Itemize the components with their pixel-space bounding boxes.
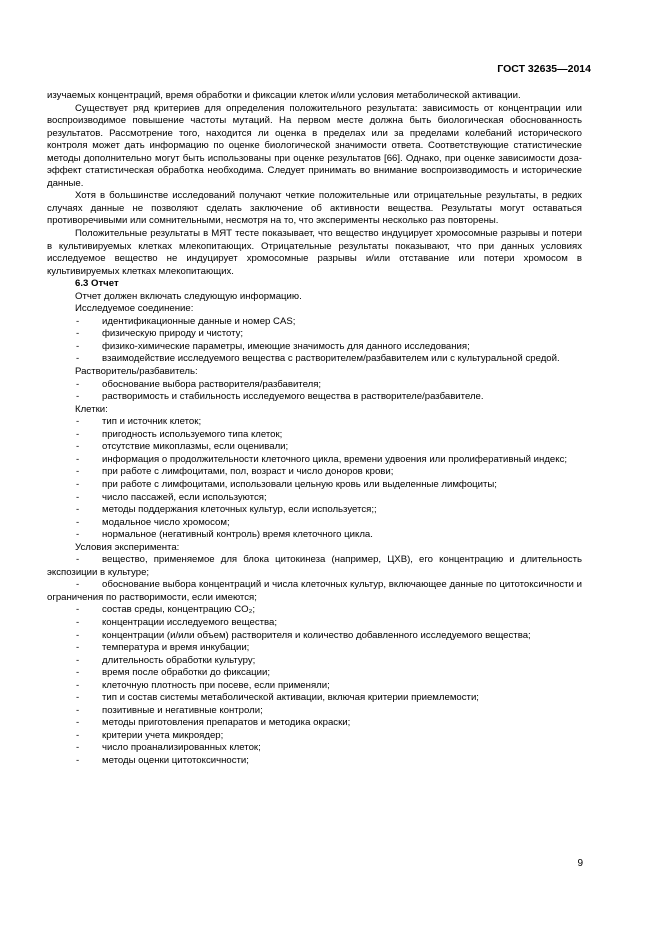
- dash-marker: -: [76, 667, 80, 679]
- list-item: - взаимодействие исследуемого вещества с растворителем/разбавителем или с культуральной средой.: [76, 353, 560, 365]
- list-item: - обоснование выбора растворителя/разбавителя;: [76, 378, 322, 390]
- dash-marker: -: [76, 391, 80, 403]
- list-item: - обоснование выбора концентраций и числа клеточных культур, включающее данные по цитотоксичности и ограничения по растворимости, если имеются;: [47, 579, 582, 603]
- dash-marker: -: [76, 441, 80, 453]
- paragraph: Существует ряд критериев для определения положительного результата: зависимость от концентрации или воспроизводимое повышение частоты мутаций. На первом месте должна быть биологическая обоснованность результатов. Рассмотрение того, находится ли оценка в пределах или за пределами колебаний исторического контроля может дать информацию по оценке биологической значимости ответа. Соответствующие статистические методы дополнительно могут быть использованы при оценке результатов [66]. Однако, при оценке зависимости доза-эффект статистическая обработка необходима. Следует принимать во внимание воспроизводимость и исторические данные.: [47, 102, 582, 189]
- dash-marker: -: [76, 328, 80, 340]
- group-label-solvent: Растворитель/разбавитель:: [75, 366, 198, 378]
- list-item: - время после обработки до фиксации;: [76, 667, 271, 679]
- dash-marker: -: [76, 516, 80, 528]
- section-title: 6.3 Отчет: [75, 278, 119, 290]
- dash-marker: -: [76, 353, 80, 365]
- list-item: - информация о продолжительности клеточного цикла, времени удвоения или пролиферативный индекс;: [76, 453, 568, 465]
- dash-marker: -: [76, 679, 80, 691]
- dash-marker: -: [76, 742, 80, 754]
- list-item: - концентрации исследуемого вещества;: [76, 616, 278, 628]
- group-label-conditions: Условия эксперимента:: [75, 541, 180, 553]
- list-item: - нормальное (негативный контроль) время клеточного цикла.: [76, 529, 373, 541]
- dash-marker: -: [76, 604, 80, 616]
- list-item: - физическую природу и чистоту;: [76, 328, 244, 340]
- list-item: - тип и источник клеток;: [76, 416, 202, 428]
- list-item: - клеточную плотность при посеве, если применяли;: [76, 679, 330, 691]
- list-item: - вещество, применяемое для блока цитокинеза (например, ЦХВ), его концентрацию и длительность экспозиции в культуре;: [47, 554, 582, 578]
- list-item: - позитивные и негативные контроли;: [76, 704, 263, 716]
- dash-marker: -: [76, 729, 80, 741]
- list-item: - растворимость и стабильность исследуемого вещества в растворителе/разбавителе.: [76, 391, 484, 403]
- dash-marker: -: [76, 654, 80, 666]
- dash-marker: -: [76, 754, 80, 766]
- list-item: - температура и время инкубации;: [76, 642, 250, 654]
- page-number: 9: [577, 858, 583, 869]
- group-label-test-substance: Исследуемое соединение:: [75, 303, 194, 315]
- list-item: - тип и состав системы метаболической активации, включая критерии приемлемости;: [76, 692, 479, 704]
- list-item: - критерии учета микроядер;: [76, 729, 224, 741]
- list-item: - при работе с лимфоцитами, использовали цельную кровь или выделенные лимфоциты;: [76, 478, 497, 490]
- list-item: - пригодность используемого типа клеток;: [76, 428, 283, 440]
- dash-marker: -: [76, 692, 80, 704]
- dash-marker: -: [76, 315, 80, 327]
- list-item: - число пассажей, если используются;: [76, 491, 267, 503]
- dash-marker: -: [76, 579, 80, 591]
- dash-marker: -: [76, 416, 80, 428]
- dash-marker: -: [76, 529, 80, 541]
- dash-marker: -: [76, 554, 80, 566]
- list-item: - идентификационные данные и номер CAS;: [76, 315, 296, 327]
- list-item: - при работе с лимфоцитами, пол, возраст и число доноров крови;: [76, 466, 394, 478]
- list-item: - методы оценки цитотоксичности;: [76, 754, 249, 766]
- list-item: - методы приготовления препаратов и методика окраски;: [76, 717, 351, 729]
- document-body: [47, 90, 582, 768]
- paragraph: Положительные результаты в МЯТ тесте показывает, что вещество индуцирует хромосомные разрывы и потери в культивируемых клетках млекопитающих. Отрицательные результаты показывают, что при данных условиях исследуемое вещество не индуцирует хромосомные разрывы и/или отставание или потери хромосом в культивируемых клетках млекопитающих.: [47, 228, 582, 277]
- dash-marker: -: [76, 616, 80, 628]
- list-item: - физико-химические параметры, имеющие значимость для данного исследования;: [76, 340, 470, 352]
- dash-marker: -: [76, 704, 80, 716]
- list-item: - концентрации (и/или объем) растворителя и количество добавленного исследуемого вещества;: [76, 629, 531, 641]
- dash-marker: -: [76, 428, 80, 440]
- dash-marker: -: [76, 504, 80, 516]
- dash-marker: -: [76, 491, 80, 503]
- dash-marker: -: [76, 642, 80, 654]
- group-label-cells: Клетки:: [75, 403, 108, 415]
- list-item: - число проанализированных клеток;: [76, 742, 261, 754]
- dash-marker: -: [76, 378, 80, 390]
- list-item: - длительность обработки культуру;: [76, 654, 256, 666]
- dash-marker: -: [76, 629, 80, 641]
- section-intro: Отчет должен включать следующую информацию.: [75, 290, 302, 302]
- dash-marker: -: [76, 717, 80, 729]
- document-header: ГОСТ 32635—2014: [497, 63, 591, 75]
- list-item: - отсутствие микоплазмы, если оценивали;: [76, 441, 289, 453]
- paragraph: Хотя в большинстве исследований получают четкие положительные или отрицательные результаты, в редких случаях данные не позволяют сделать заключение об активности вещества. Результаты могут оставаться противоречивыми или сомнительными, несмотря на то, что эксперименты несколько раз повторены.: [47, 190, 582, 227]
- list-item: - состав среды, концентрацию CO₂;: [76, 604, 256, 616]
- list-item: - методы поддержания клеточных культур, если используется;;: [76, 504, 377, 516]
- dash-marker: -: [76, 340, 80, 352]
- list-item: - модальное число хромосом;: [76, 516, 230, 528]
- dash-marker: -: [76, 466, 80, 478]
- paragraph: изучаемых концентраций, время обработки и фиксации клеток и/или условия метаболической активации.: [47, 90, 521, 101]
- dash-marker: -: [76, 478, 80, 490]
- dash-marker: -: [76, 453, 80, 465]
